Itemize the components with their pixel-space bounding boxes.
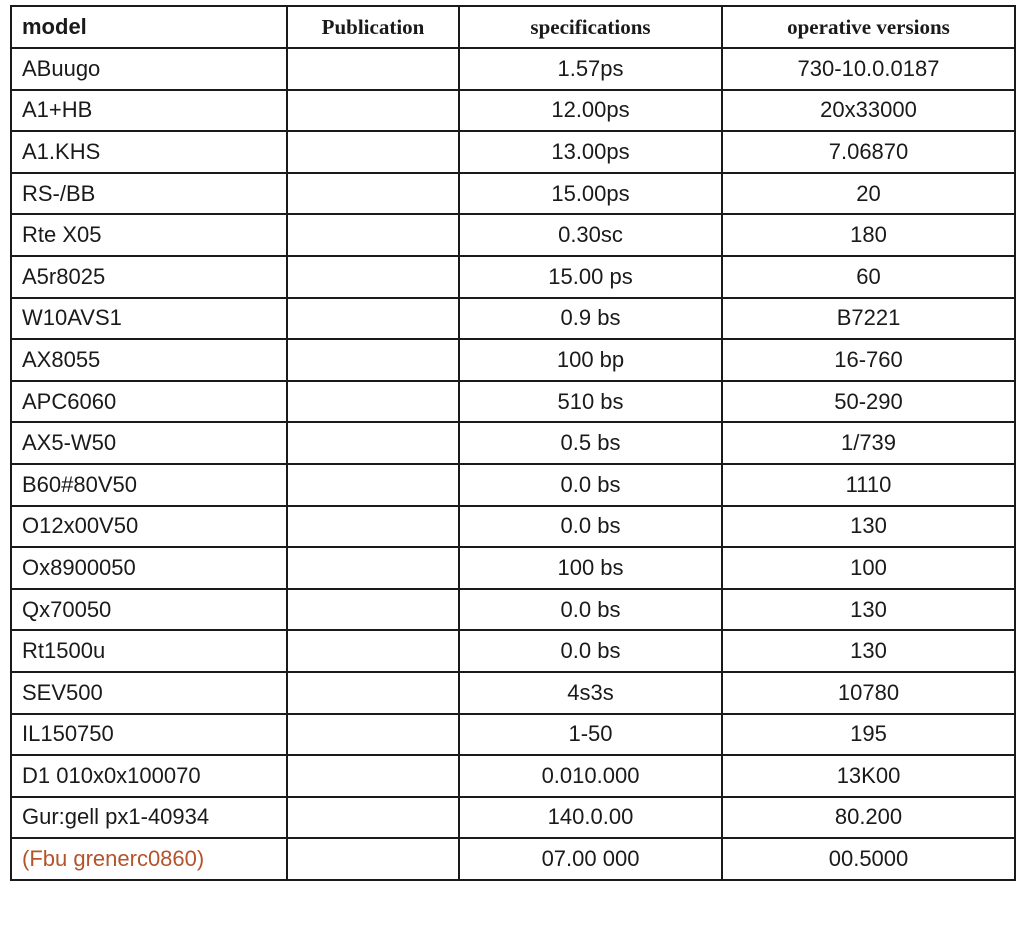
cell-model: (Fbu grenerc0860) <box>11 838 287 880</box>
data-table <box>10 5 1016 881</box>
cell-specifications: 13.00ps <box>459 131 722 173</box>
cell-publication <box>287 630 459 672</box>
cell-publication <box>287 506 459 548</box>
cell-publication <box>287 755 459 797</box>
table-row <box>11 48 1015 90</box>
header-specifications: specifications <box>459 6 722 48</box>
cell-versions: 130 <box>722 506 1015 548</box>
cell-versions: 80.200 <box>722 797 1015 839</box>
cell-model: D1 010x0x100070 <box>11 755 287 797</box>
cell-publication <box>287 339 459 381</box>
cell-model: Ox8900050 <box>11 547 287 589</box>
cell-versions: 1/739 <box>722 422 1015 464</box>
cell-model: O12x00V50 <box>11 506 287 548</box>
table-row <box>11 838 1015 880</box>
cell-specifications: 12.00ps <box>459 90 722 132</box>
table-body <box>11 48 1015 880</box>
cell-versions: 50-290 <box>722 381 1015 423</box>
table-row <box>11 131 1015 173</box>
cell-specifications: 100 bp <box>459 339 722 381</box>
cell-specifications: 0.30sc <box>459 214 722 256</box>
header-publication: Publication <box>287 6 459 48</box>
cell-versions: 180 <box>722 214 1015 256</box>
cell-publication <box>287 298 459 340</box>
cell-model: RS-/BB <box>11 173 287 215</box>
cell-model: AX5-W50 <box>11 422 287 464</box>
table-row <box>11 506 1015 548</box>
cell-specifications: 0.9 bs <box>459 298 722 340</box>
cell-versions: 100 <box>722 547 1015 589</box>
cell-publication <box>287 173 459 215</box>
cell-model: ABuugo <box>11 48 287 90</box>
cell-versions: 16-760 <box>722 339 1015 381</box>
cell-publication <box>287 838 459 880</box>
cell-model: W10AVS1 <box>11 298 287 340</box>
cell-specifications: 0.010.000 <box>459 755 722 797</box>
header-operative-versions: operative versions <box>722 6 1015 48</box>
cell-specifications: 100 bs <box>459 547 722 589</box>
cell-specifications: 1.57ps <box>459 48 722 90</box>
table-row <box>11 381 1015 423</box>
cell-publication <box>287 547 459 589</box>
table-row <box>11 422 1015 464</box>
table-row <box>11 797 1015 839</box>
cell-specifications: 0.0 bs <box>459 506 722 548</box>
cell-model: SEV500 <box>11 672 287 714</box>
cell-model: APC6060 <box>11 381 287 423</box>
cell-publication <box>287 672 459 714</box>
cell-versions: B7221 <box>722 298 1015 340</box>
cell-versions: 60 <box>722 256 1015 298</box>
cell-model: A1.KHS <box>11 131 287 173</box>
cell-model: Rte X05 <box>11 214 287 256</box>
header-model: model <box>11 6 287 48</box>
cell-specifications: 0.0 bs <box>459 630 722 672</box>
table-row <box>11 547 1015 589</box>
table-row <box>11 464 1015 506</box>
cell-publication <box>287 48 459 90</box>
cell-versions: 1110 <box>722 464 1015 506</box>
cell-versions: 13K00 <box>722 755 1015 797</box>
cell-model: A5r8025 <box>11 256 287 298</box>
cell-publication <box>287 589 459 631</box>
cell-model: A1+HB <box>11 90 287 132</box>
table-row <box>11 672 1015 714</box>
cell-specifications: 15.00 ps <box>459 256 722 298</box>
cell-publication <box>287 131 459 173</box>
cell-specifications: 4s3s <box>459 672 722 714</box>
cell-publication <box>287 422 459 464</box>
cell-versions: 195 <box>722 714 1015 756</box>
cell-model: IL150750 <box>11 714 287 756</box>
table-row <box>11 298 1015 340</box>
cell-versions: 130 <box>722 630 1015 672</box>
cell-specifications: 0.5 bs <box>459 422 722 464</box>
cell-model: Qx70050 <box>11 589 287 631</box>
cell-specifications: 07.00 000 <box>459 838 722 880</box>
table-row <box>11 339 1015 381</box>
cell-publication <box>287 464 459 506</box>
cell-specifications: 0.0 bs <box>459 589 722 631</box>
cell-versions: 20 <box>722 173 1015 215</box>
cell-specifications: 0.0 bs <box>459 464 722 506</box>
cell-versions: 10780 <box>722 672 1015 714</box>
cell-versions: 730-10.0.0187 <box>722 48 1015 90</box>
cell-model: B60#80V50 <box>11 464 287 506</box>
table-row <box>11 256 1015 298</box>
cell-versions: 130 <box>722 589 1015 631</box>
cell-specifications: 1-50 <box>459 714 722 756</box>
cell-publication <box>287 256 459 298</box>
cell-publication <box>287 381 459 423</box>
cell-publication <box>287 714 459 756</box>
cell-model: Rt1500u <box>11 630 287 672</box>
table-row <box>11 755 1015 797</box>
table-row <box>11 589 1015 631</box>
cell-versions: 00.5000 <box>722 838 1015 880</box>
cell-model: AX8055 <box>11 339 287 381</box>
cell-model: Gur:gell px1-40934 <box>11 797 287 839</box>
cell-specifications: 140.0.00 <box>459 797 722 839</box>
cell-versions: 7.06870 <box>722 131 1015 173</box>
table-row <box>11 173 1015 215</box>
table-row <box>11 714 1015 756</box>
table-row <box>11 90 1015 132</box>
cell-specifications: 510 bs <box>459 381 722 423</box>
cell-specifications: 15.00ps <box>459 173 722 215</box>
cell-publication <box>287 90 459 132</box>
table-row <box>11 214 1015 256</box>
cell-publication <box>287 214 459 256</box>
header-row <box>11 6 1015 48</box>
cell-versions: 20x33000 <box>722 90 1015 132</box>
table-row <box>11 630 1015 672</box>
cell-publication <box>287 797 459 839</box>
